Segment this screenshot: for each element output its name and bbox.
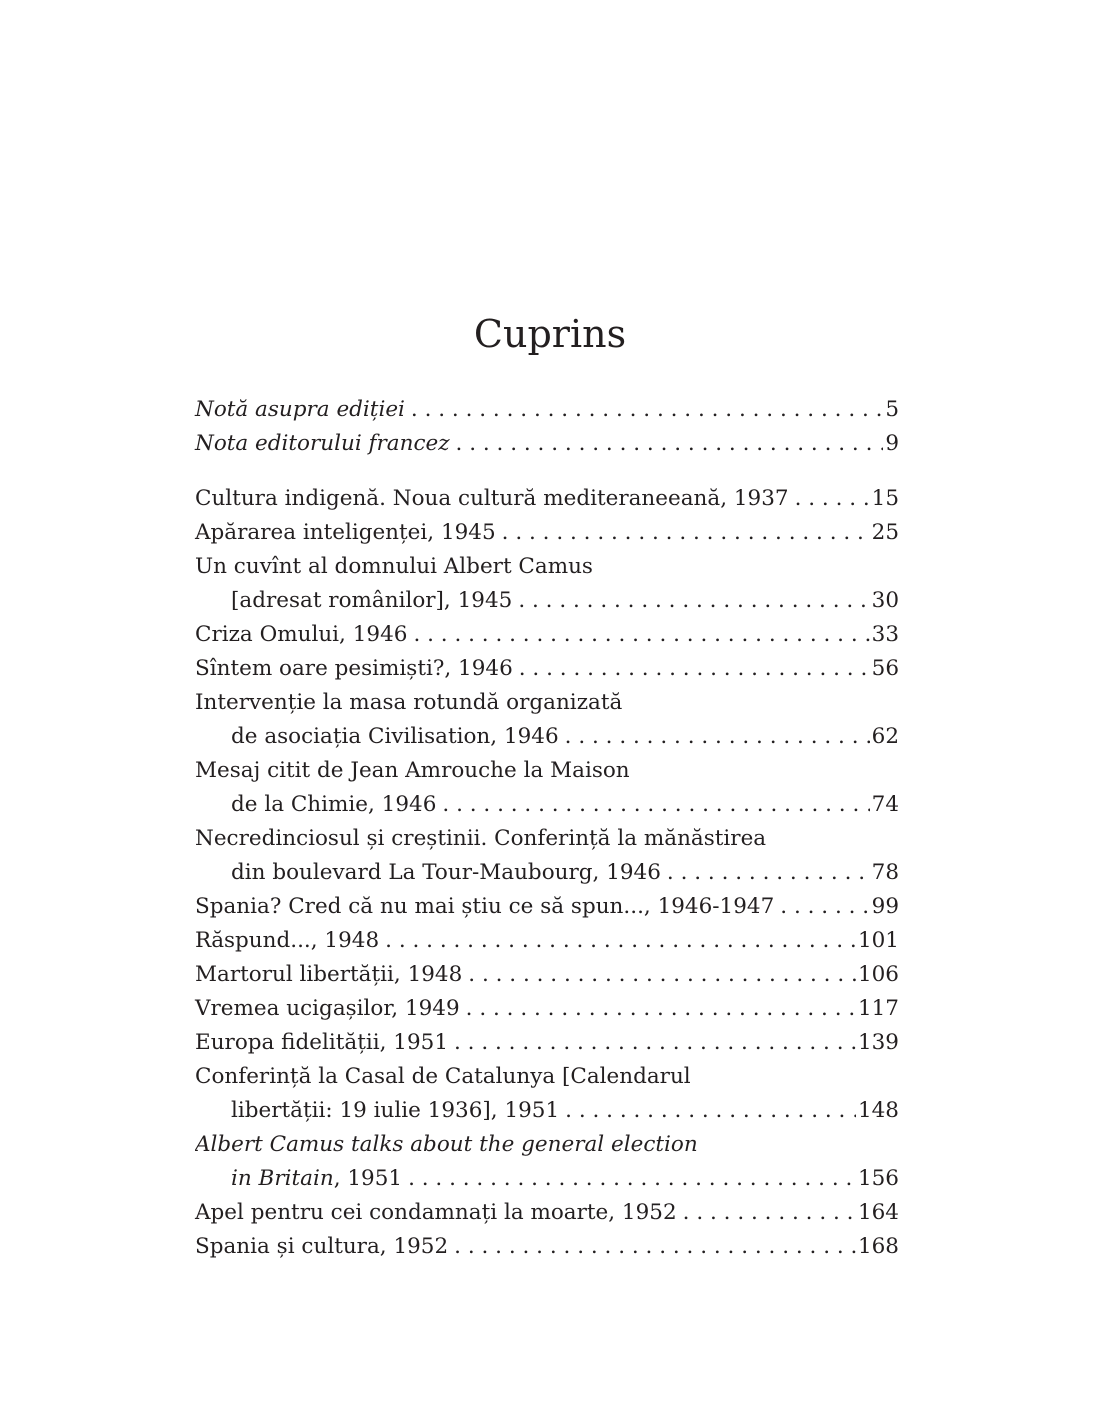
dot-leader [502, 516, 870, 550]
dot-leader [385, 924, 856, 958]
toc-page-number: 9 [885, 431, 899, 456]
toc-entry [195, 482, 899, 516]
page-title: Cuprins [473, 312, 627, 357]
dot-leader [519, 652, 870, 686]
toc-page-number: 56 [871, 656, 899, 681]
toc-entry-title: Spania și cultura, 1952 [195, 1234, 449, 1259]
dot-leader [454, 1026, 856, 1060]
toc-entry-title: Notă asupra ediției [195, 397, 405, 422]
dot-leader [454, 1230, 856, 1264]
toc-entry [195, 550, 899, 618]
toc-page-number: 30 [871, 588, 899, 613]
toc-entry-title-line: Un cuvînt al domnului Albert Camus [195, 554, 593, 579]
dot-leader [565, 720, 870, 754]
dot-leader [442, 788, 869, 822]
toc-entry-title: de asociația Civilisation, 1946 [231, 724, 559, 749]
dot-leader [795, 482, 870, 516]
toc-entry-title [231, 1162, 402, 1196]
dot-leader [780, 890, 869, 924]
toc-entry [195, 1230, 899, 1264]
toc-page-number: 101 [857, 928, 899, 953]
toc-page-number: 156 [857, 1166, 899, 1191]
toc-entry [195, 516, 899, 550]
toc-entry-title: Spania? Cred că nu mai știu ce să spun..., 1946-1947 [195, 894, 775, 919]
toc-entry-title: Martorul libertății, 1948 [195, 962, 463, 987]
toc-entry-title: Apărarea inteligenței, 1945 [195, 520, 496, 545]
dot-leader [518, 584, 869, 618]
dot-leader [408, 1162, 856, 1196]
toc-page-number: 117 [857, 996, 899, 1021]
toc-entry [195, 618, 899, 652]
dot-leader [468, 958, 856, 992]
dot-leader [456, 427, 884, 461]
dot-leader [413, 618, 869, 652]
toc-entry [195, 1026, 899, 1060]
dot-leader [683, 1196, 856, 1230]
toc-entry-title: Vremea ucigașilor, 1949 [195, 996, 460, 1021]
toc-entry-title-line: Mesaj citit de Jean Amrouche la Maison [195, 758, 630, 783]
toc-page-number: 33 [871, 622, 899, 647]
dot-leader [565, 1094, 856, 1128]
toc-entry [195, 754, 899, 822]
toc-entry-title-rest: , 1951 [333, 1166, 403, 1191]
toc-entry-title: din boulevard La Tour-Maubourg, 1946 [231, 860, 661, 885]
toc-entry [195, 427, 899, 461]
toc-page-number: 25 [871, 520, 899, 545]
dot-leader [667, 856, 870, 890]
toc-page-number: 139 [857, 1030, 899, 1055]
toc-entry [195, 686, 899, 754]
toc-entry-title-line: Necredinciosul și creștinii. Conferință la mănăstirea [195, 826, 767, 851]
toc-entry-title-line: Conferință la Casal de Catalunya [Calendarul [195, 1064, 691, 1089]
toc-entry [195, 1196, 899, 1230]
toc-entry-title-italic: in Britain [231, 1166, 334, 1191]
toc-entry-title: Europa fidelității, 1951 [195, 1030, 448, 1055]
toc-page-number: 15 [871, 486, 899, 511]
toc-entry-title: Cultura indigenă. Noua cultură mediteraneeană, 1937 [195, 486, 789, 511]
toc-entry-title: [adresat românilor], 1945 [231, 588, 513, 613]
toc-entry-title: libertății: 19 iulie 1936], 1951 [231, 1098, 560, 1123]
toc-entry [195, 1128, 899, 1196]
dot-leader [411, 393, 883, 427]
toc-entry-title: Nota editorului francez [195, 431, 450, 456]
toc-entry-title: Criza Omului, 1946 [195, 622, 408, 647]
toc-entry-title: Apel pentru cei condamnați la moarte, 1952 [195, 1200, 677, 1225]
toc-entry-title-line: Intervenție la masa rotundă organizată [195, 690, 623, 715]
toc-page-number: 78 [871, 860, 899, 885]
toc-page-number: 5 [885, 397, 899, 422]
toc-entry-title: de la Chimie, 1946 [231, 792, 437, 817]
toc-entry-title: Răspund..., 1948 [195, 928, 380, 953]
toc-entry [195, 890, 899, 924]
table-of-contents [195, 393, 899, 1264]
toc-entry [195, 652, 899, 686]
toc-entry [195, 958, 899, 992]
toc-page-number: 168 [857, 1234, 899, 1259]
toc-entry [195, 393, 899, 427]
toc-page-number: 62 [871, 724, 899, 749]
toc-page-number: 106 [857, 962, 899, 987]
toc-entry [195, 924, 899, 958]
dot-leader [466, 992, 856, 1026]
toc-entry-title: Sîntem oare pesimiști?, 1946 [195, 656, 513, 681]
toc-page-number: 148 [857, 1098, 899, 1123]
toc-entry [195, 822, 899, 890]
toc-page-number: 164 [857, 1200, 899, 1225]
toc-page-number: 99 [871, 894, 899, 919]
toc-entry [195, 1060, 899, 1128]
toc-entry [195, 992, 899, 1026]
toc-page-number: 74 [871, 792, 899, 817]
toc-entry-title-line: Albert Camus talks about the general election [195, 1132, 698, 1157]
